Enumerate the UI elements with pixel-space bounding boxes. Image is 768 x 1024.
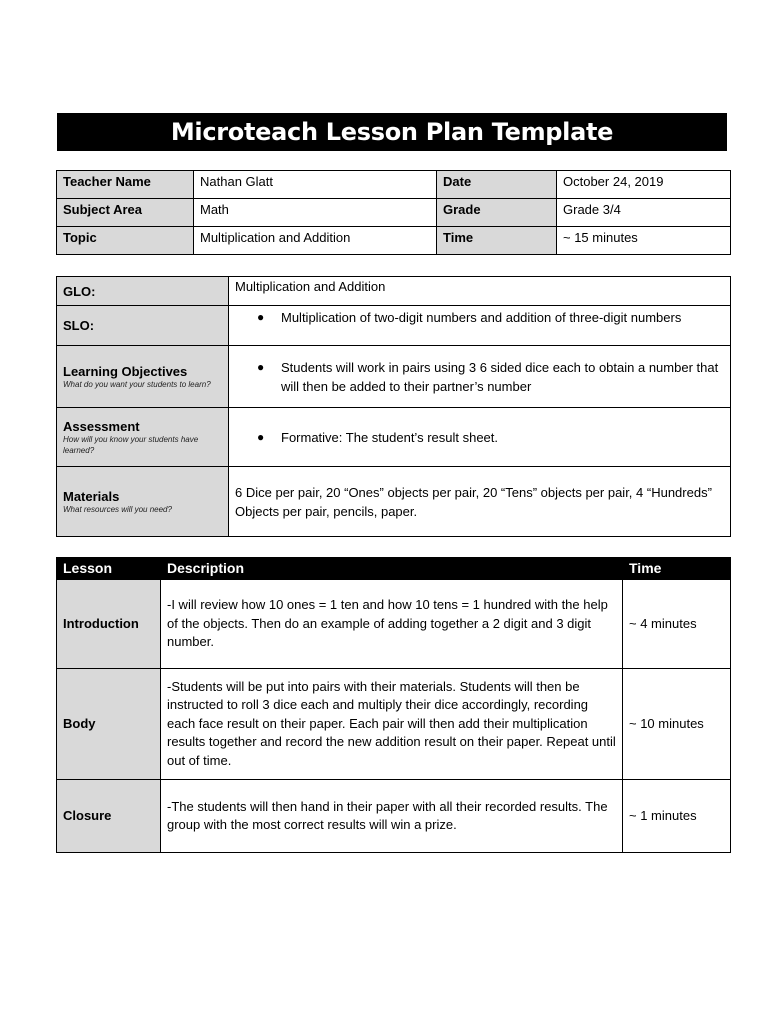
time-value: ~ 15 minutes: [557, 227, 731, 255]
body-time: ~ 10 minutes: [623, 669, 731, 780]
glo-label: GLO:: [63, 283, 96, 299]
objectives-label: Learning Objectives: [63, 363, 188, 379]
lesson-header-row: [57, 558, 731, 580]
lesson-table: [56, 557, 731, 853]
slo-bullet: [235, 308, 724, 327]
bullet-icon: ●: [257, 359, 265, 374]
assessment-label-cell: [57, 408, 229, 467]
materials-label: Materials: [63, 488, 120, 504]
assessment-row: [57, 408, 731, 467]
materials-label-cell: [57, 467, 229, 537]
glo-label-cell: [57, 277, 229, 306]
date-value: October 24, 2019: [557, 171, 731, 199]
closure-description: -The students will then hand in their paper with all their recorded results. The group with the most correct results will win a prize.: [161, 780, 623, 853]
date-label: Date: [437, 171, 557, 199]
info-table: [56, 170, 731, 255]
grade-label: Grade: [437, 199, 557, 227]
closure-time: ~ 1 minutes: [623, 780, 731, 853]
objectives-label-cell: [57, 346, 229, 408]
info-row-subject: [57, 199, 731, 227]
closure-label: Closure: [57, 780, 161, 853]
lesson-header: Lesson: [57, 558, 161, 580]
topic-label: Topic: [57, 227, 194, 255]
grade-value: Grade 3/4: [557, 199, 731, 227]
materials-row: [57, 467, 731, 537]
objectives-cell: [229, 346, 731, 408]
bullet-icon: ●: [257, 310, 265, 324]
assessment-cell: [229, 408, 731, 467]
bullet-icon: ●: [257, 429, 265, 444]
objectives-bullet: [235, 358, 724, 396]
body-label: Body: [57, 669, 161, 780]
assessment-label: Assessment: [63, 418, 140, 434]
subject-area-label: Subject Area: [57, 199, 194, 227]
topic-value: Multiplication and Addition: [194, 227, 437, 255]
introduction-time: ~ 4 minutes: [623, 580, 731, 669]
assessment-hint: How will you know your students have learned?: [63, 434, 199, 455]
page-title: Microteach Lesson Plan Template: [57, 113, 727, 151]
objectives-hint: What do you want your students to learn?: [63, 379, 211, 389]
lesson-row-body: [57, 669, 731, 780]
slo-row: [57, 306, 731, 346]
time-label: Time: [437, 227, 557, 255]
teacher-name-label: Teacher Name: [57, 171, 194, 199]
lesson-row-introduction: [57, 580, 731, 669]
slo-label: SLO:: [63, 318, 95, 333]
objectives-value: Students will work in pairs using 3 6 sided dice each to obtain a number that will then be added to their partner’s number: [281, 359, 719, 394]
outcomes-table: [56, 276, 731, 537]
description-header: Description: [161, 558, 623, 580]
lesson-row-closure: [57, 780, 731, 853]
introduction-label: Introduction: [57, 580, 161, 669]
objectives-row: [57, 346, 731, 408]
info-row-topic: [57, 227, 731, 255]
body-description: -Students will be put into pairs with their materials. Students will then be instructed to roll 3 dice each and multiply their dice accordingly, recording each face result on their paper. Each pair will then add their multiplication results together and record the new addition result on their paper. Repeat until out of time.: [161, 669, 623, 780]
slo-cell: [229, 306, 731, 346]
materials-hint: What resources will you need?: [63, 504, 172, 514]
teacher-name-value: Nathan Glatt: [194, 171, 437, 199]
subject-area-value: Math: [194, 199, 437, 227]
glo-row: [57, 277, 731, 306]
assessment-value: Formative: The student’s result sheet.: [281, 429, 499, 445]
materials-value: 6 Dice per pair, 20 “Ones” objects per pair, 20 “Tens” objects per pair, 4 “Hundreds” Objects per pair, pencils, paper.: [229, 467, 731, 537]
time-header: Time: [623, 558, 731, 580]
info-row-teacher: [57, 171, 731, 199]
introduction-description: -I will review how 10 ones = 1 ten and how 10 tens = 1 hundred with the help of the objects. Then do an example of adding together a 2 digit and 3 digit number.: [161, 580, 623, 669]
slo-label-cell: [57, 306, 229, 346]
glo-value: Multiplication and Addition: [229, 277, 731, 306]
assessment-bullet: [235, 428, 724, 447]
slo-value: Multiplication of two-digit numbers and addition of three-digit numbers: [281, 310, 682, 325]
